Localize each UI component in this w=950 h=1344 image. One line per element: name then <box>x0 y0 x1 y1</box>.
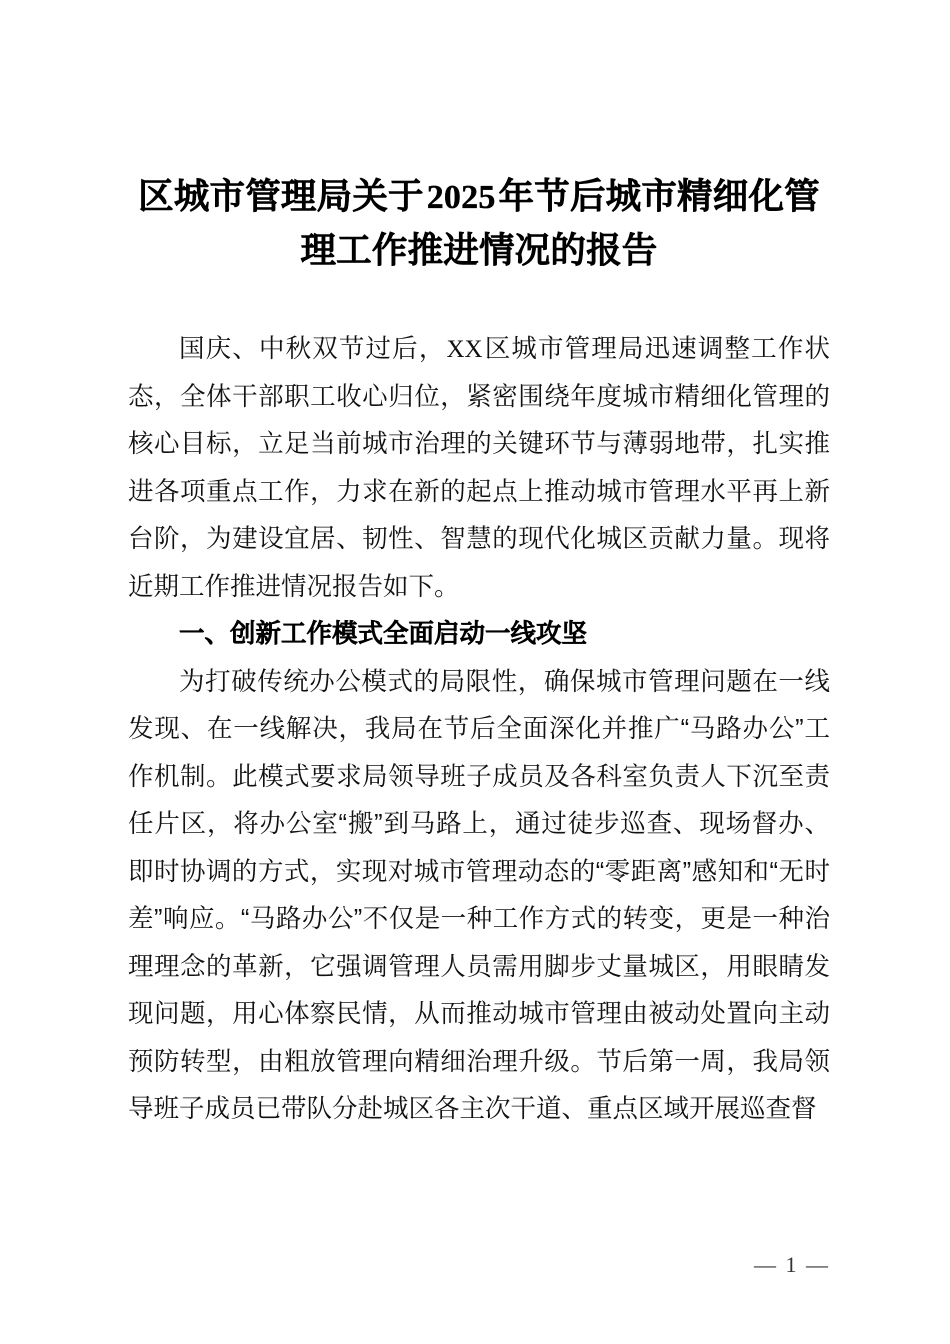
intro-text-before-latin: 国庆、中秋双节过后， <box>179 335 446 363</box>
intro-text-after-latin: 区城市管理局迅速调整工作状态，全体干部职工收心归位，紧密围绕年度城市精细化管理的核心目标，立足当前城市治理的关键环节与薄弱地带，扎实推进各项重点工作，力求在新的起点上推动城市管理水平再上新台阶，为建设宜居、韧性、智慧的现代化城区贡献力量。现将近期工作推进情况报告如下。 <box>128 335 830 601</box>
section-heading-1: 一、创新工作模式全面启动一线攻坚 <box>179 620 588 648</box>
title-part-suffix: 年节后城市精细化管 <box>498 176 820 216</box>
title-bottom-spacer <box>128 276 830 326</box>
title-year: 2025 <box>426 179 496 216</box>
title-part-prefix: 区城市管理局关于 <box>138 176 424 216</box>
paragraph-section-1-body: 为打破传统办公模式的局限性，确保城市管理问题在一线发现、在一线解决，我局在节后全面深化并推广“马路办公”工作机制。此模式要求局领导班子成员及各科室负责人下沉至责任片区，将办公室“搬”到马路上，通过徒步巡查、现场督办、即时协调的方式，实现对城市管理动态的“零距离”感知和“无时差”响应。“马路办公”不仅是一种工作方式的转变，更是一种治理理念的革新，它强调管理人员需用脚步丈量城区，用眼睛发现问题，用心体察民情，从而推动城市管理由被动处置向主动预防转型，由粗放管理向精细治理升级。节后第一周，我局领导班子成员已带队分赴城区各主次干道、重点区域开展巡查督 <box>128 667 830 1123</box>
document-title <box>128 170 830 276</box>
paragraph-intro <box>128 326 830 611</box>
intro-latin-placeholder: XX <box>446 336 483 363</box>
page-number-footer: — 1 — <box>754 1252 830 1277</box>
title-line-two: 理工作推进情况的报告 <box>300 230 658 270</box>
page-content <box>128 0 830 1134</box>
title-top-spacer <box>128 0 830 170</box>
